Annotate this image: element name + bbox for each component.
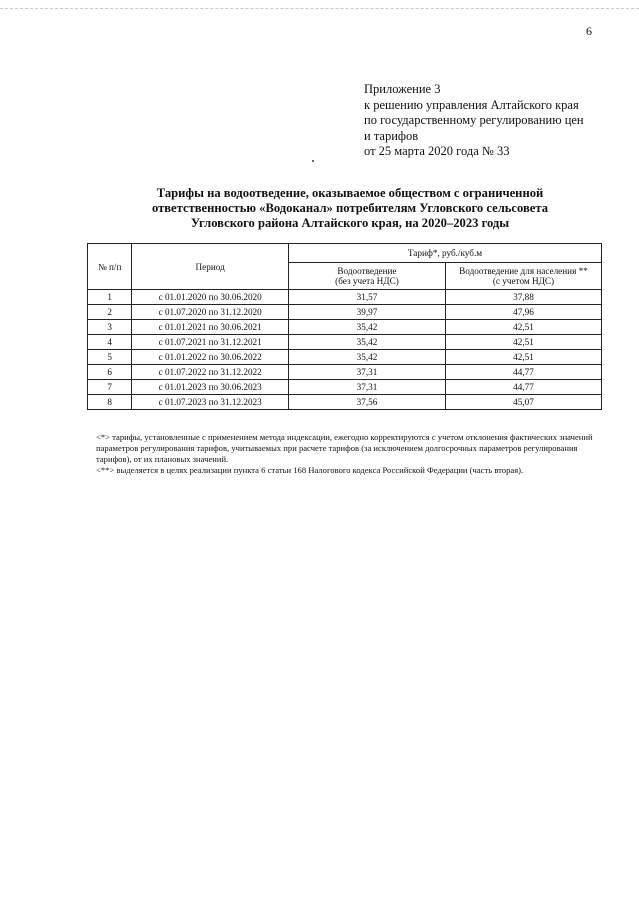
table-row [88,305,602,320]
cell-population: 44,77 [445,380,601,395]
table-row [88,335,602,350]
scan-speck [312,160,314,162]
cell-water: 37,31 [288,365,445,380]
cell-num: 8 [88,395,132,410]
appendix-line: по государственному регулированию цен [364,113,584,128]
cell-population: 42,51 [445,320,601,335]
header-water [288,263,445,290]
scan-top-edge [0,8,639,9]
cell-population: 45,07 [445,395,601,410]
table-row [88,350,602,365]
document-title [120,186,580,231]
header-tariff-group: Тариф*, руб./куб.м [288,244,601,263]
cell-num: 1 [88,290,132,305]
header-population-line: (с учетом НДС) [492,276,555,286]
title-line: Угловского района Алтайского края, на 2020–2023 годы [190,216,510,230]
cell-num: 3 [88,320,132,335]
cell-population: 42,51 [445,350,601,365]
footnote-1: <*> тарифы, установленные с применением метода индексации, ежегодно корректируются с учетом отклонения фактических значений параметров регулирования тарифов, учитываемых при расчете тарифов (за исключением долгосрочных параметров регулирования тарифов), от их плановых значений. [96,432,593,464]
header-population-line: Водоотведение для населения ** [459,266,588,276]
cell-population: 42,51 [445,335,601,350]
cell-period: с 01.01.2022 по 30.06.2022 [132,350,289,365]
title-line: Тарифы на водоотведение, оказываемое обществом с ограниченной [156,186,544,200]
cell-num: 2 [88,305,132,320]
cell-period: с 01.07.2020 по 31.12.2020 [132,305,289,320]
appendix-line: к решению управления Алтайского края [364,97,579,112]
cell-water: 39,97 [288,305,445,320]
appendix-line: и тарифов [364,128,419,143]
cell-period: с 01.07.2021 по 31.12.2021 [132,335,289,350]
cell-population: 37,88 [445,290,601,305]
cell-water: 35,42 [288,350,445,365]
cell-num: 5 [88,350,132,365]
table-row [88,320,602,335]
cell-num: 4 [88,335,132,350]
cell-population: 44,77 [445,365,601,380]
cell-water: 35,42 [288,335,445,350]
appendix-line: от 25 марта 2020 года № 33 [364,144,510,159]
appendix-block [364,82,584,160]
cell-num: 7 [88,380,132,395]
header-num: № п/п [88,244,132,290]
tariff-table [87,243,602,410]
cell-period: с 01.01.2021 по 30.06.2021 [132,320,289,335]
footnotes [96,432,604,476]
cell-period: с 01.07.2022 по 31.12.2022 [132,365,289,380]
cell-period: с 01.01.2020 по 30.06.2020 [132,290,289,305]
table-row [88,365,602,380]
cell-water: 37,56 [288,395,445,410]
cell-water: 37,31 [288,380,445,395]
table-row [88,380,602,395]
appendix-line: Приложение 3 [364,82,441,96]
table-row [88,395,602,410]
header-population [445,263,601,290]
table-row [88,290,602,305]
header-period: Период [132,244,289,290]
cell-water: 35,42 [288,320,445,335]
cell-population: 47,96 [445,305,601,320]
cell-period: с 01.07.2023 по 31.12.2023 [132,395,289,410]
cell-water: 31,57 [288,290,445,305]
header-water-line: (без учета НДС) [335,276,399,286]
cell-period: с 01.01.2023 по 30.06.2023 [132,380,289,395]
header-water-line: Водоотведение [337,266,397,276]
page-number: 6 [586,24,592,38]
cell-num: 6 [88,365,132,380]
footnote-2: <**> выделяется в целях реализации пункта 6 статьи 168 Налогового кодекса Российской Федерации (часть вторая). [96,465,524,475]
title-line: ответственностью «Водоканал» потребителям Угловского сельсовета [151,201,549,215]
